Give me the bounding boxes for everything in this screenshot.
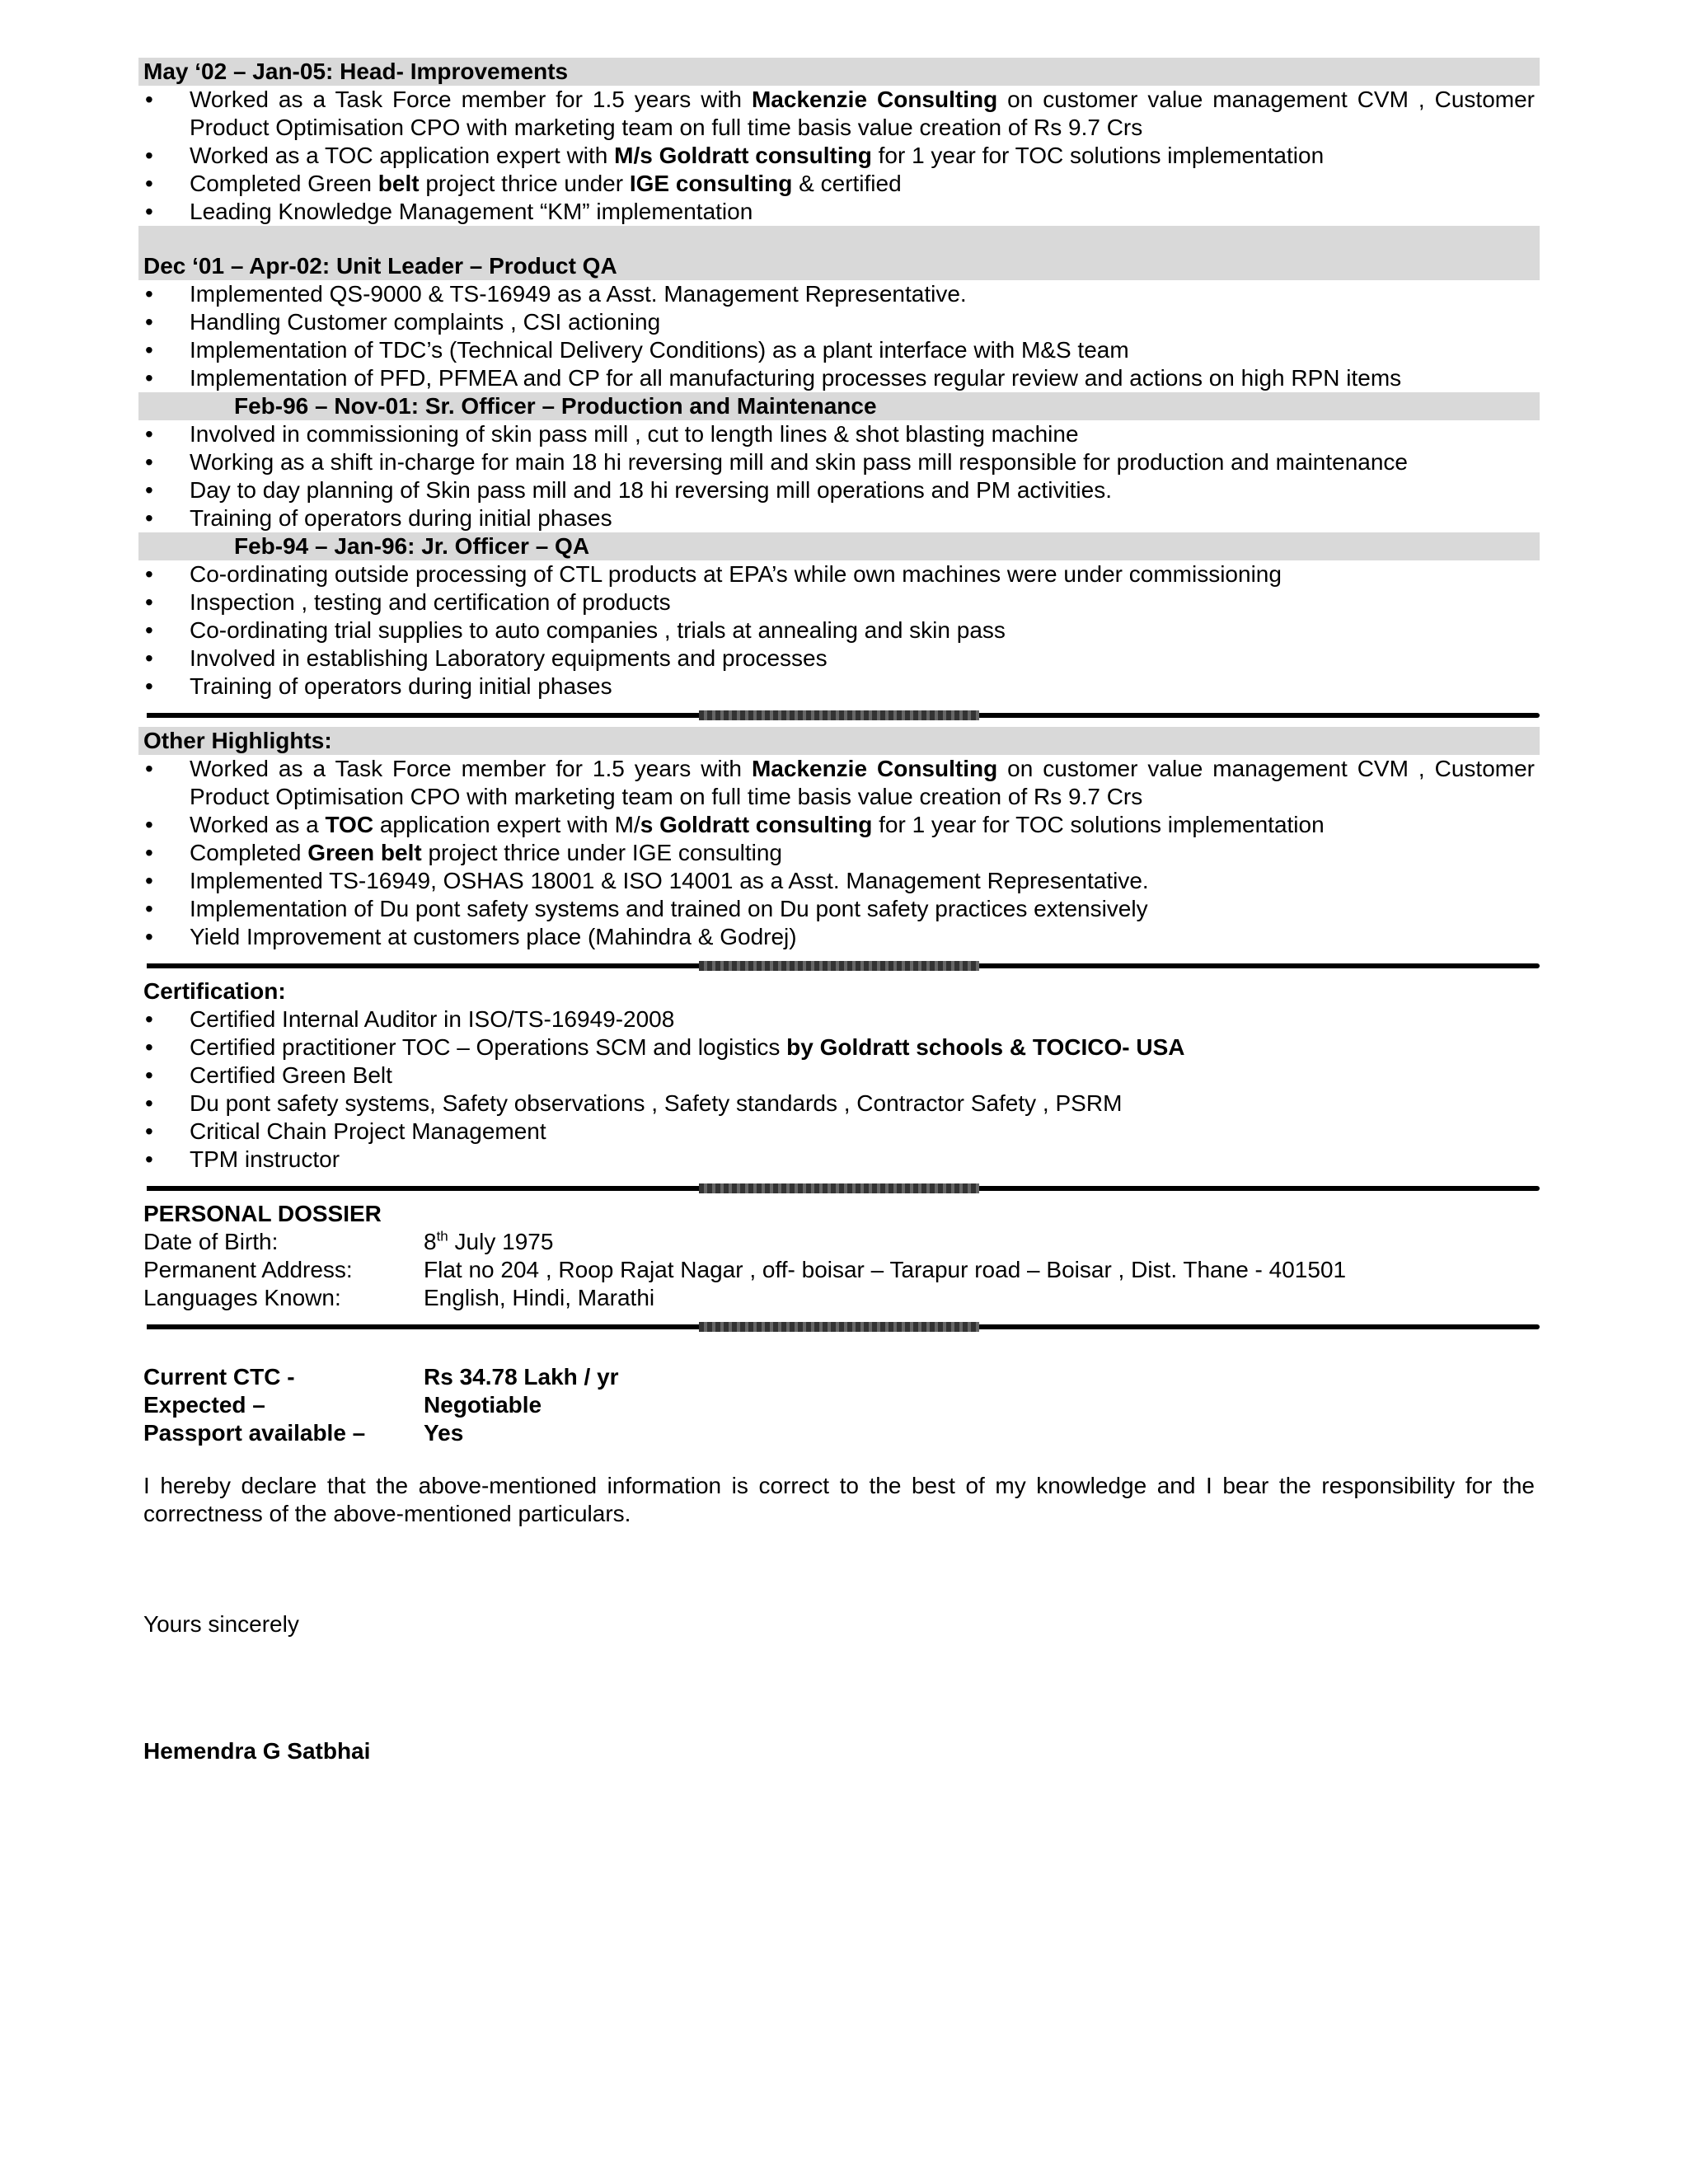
- list-item: [138, 1033, 1540, 1062]
- list-item: [138, 839, 1540, 867]
- item-text: Du pont safety systems, Safety observations , Safety standards , Contractor Safety , PSRM: [190, 1090, 1123, 1116]
- list-item: [138, 1005, 1540, 1033]
- section-divider: [138, 1319, 1540, 1335]
- item-text: on customer value management CVM , Customer Product Optimisation CPO with marketing team on full time basis value creation of Rs 9.7 Crs: [190, 87, 1535, 140]
- bold-text: Mackenzie Consulting: [751, 756, 998, 781]
- item-text: Involved in commissioning of skin pass mill , cut to length lines & shot blasting machine: [190, 421, 1079, 447]
- list-item: [138, 420, 1540, 448]
- dossier-row-address: [138, 1256, 1540, 1284]
- list-item: [138, 644, 1540, 673]
- item-text: for 1 year for TOC solutions implementation: [871, 143, 1325, 168]
- bullet-icon: •: [145, 812, 153, 837]
- item-text: Handling Customer complaints , CSI actioning: [190, 309, 661, 335]
- bullet-icon: •: [145, 281, 153, 307]
- spacer: [138, 1638, 1540, 1737]
- item-text: Implementation of Du pont safety systems and trained on Du pont safety practices extensively: [190, 896, 1148, 921]
- bullet-icon: •: [145, 673, 153, 699]
- item-text: TPM instructor: [190, 1146, 340, 1172]
- bullet-icon: •: [145, 617, 153, 643]
- item-text: Inspection , testing and certification of products: [190, 589, 671, 615]
- list-item: [138, 86, 1540, 142]
- dob-label: Date of Birth:: [143, 1229, 279, 1254]
- list-item: [138, 336, 1540, 364]
- bullet-icon: •: [145, 421, 153, 447]
- list-item: [138, 280, 1540, 308]
- list-item: [138, 448, 1540, 476]
- divider-ornament: [699, 710, 979, 720]
- experience-list: [138, 420, 1540, 532]
- expected-ctc-label: Expected –: [143, 1392, 265, 1418]
- item-text: for 1 year for TOC solutions implementation: [872, 812, 1325, 837]
- declaration-text: I hereby declare that the above-mentioned information is correct to the best of my knowledge and I bear the responsibility for the correctness of the above-mentioned particulars.: [143, 1473, 1535, 1526]
- bullet-icon: •: [145, 561, 153, 587]
- bold-text: Mackenzie Consulting: [751, 87, 998, 112]
- closing-text: Yours sincerely: [143, 1611, 299, 1637]
- item-text: Certified Green Belt: [190, 1062, 392, 1088]
- list-item: [138, 142, 1540, 170]
- list-item: [138, 1062, 1540, 1090]
- list-item: [138, 811, 1540, 839]
- item-text: Day to day planning of Skin pass mill and 18 hi reversing mill operations and PM activities.: [190, 477, 1113, 503]
- item-text: Worked as a Task Force member for 1.5 years with: [190, 756, 752, 781]
- bullet-icon: •: [145, 309, 153, 335]
- signature-name: Hemendra G Satbhai: [143, 1738, 371, 1764]
- bullet-icon: •: [145, 1146, 153, 1172]
- experience-header-jr-officer: Feb-94 – Jan-96: Jr. Officer – QA: [138, 532, 1540, 560]
- divider-ornament: [699, 1322, 979, 1332]
- bullet-icon: •: [145, 924, 153, 949]
- bullet-icon: •: [145, 477, 153, 503]
- item-text: Training of operators during initial phases: [190, 505, 612, 531]
- item-text: Worked as a: [190, 812, 326, 837]
- bullet-icon: •: [145, 896, 153, 921]
- item-text: Training of operators during initial phases: [190, 673, 612, 699]
- list-item: [138, 476, 1540, 504]
- list-item: [138, 1146, 1540, 1174]
- item-text: project thrice under: [419, 171, 630, 196]
- divider-ornament: [699, 1183, 979, 1193]
- divider-ornament: [699, 961, 979, 971]
- item-text: Leading Knowledge Management “KM” implementation: [190, 199, 753, 224]
- certification-title: Certification:: [143, 978, 286, 1004]
- bold-text: by Goldratt schools & TOCICO- USA: [786, 1034, 1185, 1060]
- bullet-icon: •: [145, 756, 153, 781]
- item-text: Critical Chain Project Management: [190, 1118, 546, 1144]
- experience-list: [138, 560, 1540, 701]
- bold-text: s Goldratt consulting: [640, 812, 873, 837]
- list-item: [138, 923, 1540, 951]
- spacer: [138, 1338, 1540, 1363]
- item-text: Yield Improvement at customers place (Mahindra & Godrej): [190, 924, 797, 949]
- list-item: [138, 895, 1540, 923]
- list-item: [138, 198, 1540, 226]
- dob-month-year: July 1975: [448, 1229, 554, 1254]
- bold-text: Green belt: [307, 840, 422, 865]
- item-text: on customer value management CVM , Customer Product Optimisation CPO with marketing team on full time basis value creation of Rs 9.7 Crs: [190, 756, 1535, 809]
- bullet-icon: •: [145, 645, 153, 671]
- item-text: Co-ordinating outside processing of CTL products at EPA’s while own machines were under commissioning: [190, 561, 1282, 587]
- dossier-row-languages: [138, 1284, 1540, 1312]
- ctc-row-current: [138, 1363, 1540, 1391]
- certification-list: [138, 1005, 1540, 1174]
- list-item: [138, 1090, 1540, 1118]
- bold-text: belt: [377, 171, 420, 196]
- list-item: [138, 755, 1540, 811]
- address-label: Permanent Address:: [143, 1257, 353, 1282]
- item-text: Completed Green: [190, 171, 378, 196]
- dob-suffix: th: [436, 1228, 448, 1244]
- current-ctc-value: Rs 34.78 Lakh / yr: [424, 1364, 619, 1390]
- highlights-title: Other Highlights:: [138, 727, 1540, 755]
- bullet-icon: •: [145, 868, 153, 893]
- experience-list: [138, 86, 1540, 226]
- bullet-icon: •: [145, 1006, 153, 1032]
- item-text: Certified Internal Auditor in ISO/TS-16949-2008: [190, 1006, 675, 1032]
- bullet-icon: •: [145, 1090, 153, 1116]
- list-item: [138, 308, 1540, 336]
- spacer: [138, 1528, 1540, 1610]
- list-item: [138, 588, 1540, 616]
- list-item: [138, 673, 1540, 701]
- bold-text: TOC: [325, 812, 374, 837]
- bullet-icon: •: [145, 505, 153, 531]
- dob-value: [424, 1228, 1535, 1256]
- item-text: Completed: [190, 840, 308, 865]
- bullet-icon: •: [145, 199, 153, 224]
- item-text: Implemented TS-16949, OSHAS 18001 & ISO 14001 as a Asst. Management Representative.: [190, 868, 1149, 893]
- section-divider: [138, 958, 1540, 974]
- list-item: [138, 560, 1540, 588]
- passport-label: Passport available –: [143, 1420, 366, 1446]
- bullet-icon: •: [145, 337, 153, 363]
- experience-header-sr-officer: Feb-96 – Nov-01: Sr. Officer – Production and Maintenance: [138, 392, 1540, 420]
- languages-value: English, Hindi, Marathi: [424, 1285, 655, 1310]
- dob-day: 8: [424, 1229, 437, 1254]
- item-text: Implementation of PFD, PFMEA and CP for all manufacturing processes regular review and actions on high RPN items: [190, 365, 1402, 391]
- list-item: [138, 867, 1540, 895]
- item-text: Implemented QS-9000 & TS-16949 as a Asst. Management Representative.: [190, 281, 967, 307]
- list-item: [138, 1118, 1540, 1146]
- passport-value: Yes: [424, 1420, 464, 1446]
- item-text: Worked as a Task Force member for 1.5 years with: [190, 87, 752, 112]
- experience-header-unit-leader: [138, 226, 1540, 280]
- current-ctc-label: Current CTC -: [143, 1364, 295, 1390]
- section-divider: [138, 707, 1540, 724]
- bullet-icon: •: [145, 1034, 153, 1060]
- item-text: Involved in establishing Laboratory equipments and processes: [190, 645, 828, 671]
- item-text: application expert with M/: [373, 812, 640, 837]
- highlights-list: [138, 755, 1540, 951]
- item-text: Implementation of TDC’s (Technical Delivery Conditions) as a plant interface with M&S team: [190, 337, 1129, 363]
- item-text: & certified: [792, 171, 902, 196]
- item-text: Co-ordinating trial supplies to auto companies , trials at annealing and skin pass: [190, 617, 1006, 643]
- bullet-icon: •: [145, 840, 153, 865]
- item-text: project thrice under IGE consulting: [421, 840, 783, 865]
- experience-title: Dec ‘01 – Apr-02: Unit Leader – Product QA: [143, 253, 617, 279]
- bullet-icon: •: [145, 589, 153, 615]
- ctc-row-expected: [138, 1391, 1540, 1419]
- experience-list: [138, 280, 1540, 392]
- languages-label: Languages Known:: [143, 1285, 341, 1310]
- spacer: [138, 1447, 1540, 1472]
- list-item: [138, 504, 1540, 532]
- list-item: [138, 616, 1540, 644]
- item-text: Worked as a TOC application expert with: [190, 143, 615, 168]
- expected-ctc-value: Negotiable: [424, 1392, 542, 1418]
- list-item: [138, 364, 1540, 392]
- dossier-row-dob: [138, 1228, 1540, 1256]
- bullet-icon: •: [145, 171, 153, 196]
- resume-content: [138, 58, 1540, 1765]
- bullet-icon: •: [145, 365, 153, 391]
- bullet-icon: •: [145, 87, 153, 112]
- bullet-icon: •: [145, 1118, 153, 1144]
- address-value: Flat no 204 , Roop Rajat Nagar , off- boisar – Tarapur road – Boisar , Dist. Thane - 401501: [424, 1257, 1347, 1282]
- list-item: [138, 170, 1540, 198]
- bold-text: IGE consulting: [629, 171, 793, 196]
- dossier-title: PERSONAL DOSSIER: [143, 1201, 382, 1226]
- bullet-icon: •: [145, 1062, 153, 1088]
- experience-header-head-improvements: May ‘02 – Jan-05: Head- Improvements: [138, 58, 1540, 86]
- bullet-icon: •: [145, 143, 153, 168]
- section-divider: [138, 1180, 1540, 1197]
- ctc-row-passport: [138, 1419, 1540, 1447]
- bold-text: M/s Goldratt consulting: [614, 143, 872, 168]
- bullet-icon: •: [145, 449, 153, 475]
- item-text: Certified practitioner TOC – Operations SCM and logistics: [190, 1034, 787, 1060]
- item-text: Working as a shift in-charge for main 18 hi reversing mill and skin pass mill responsible for production and maintenance: [190, 449, 1408, 475]
